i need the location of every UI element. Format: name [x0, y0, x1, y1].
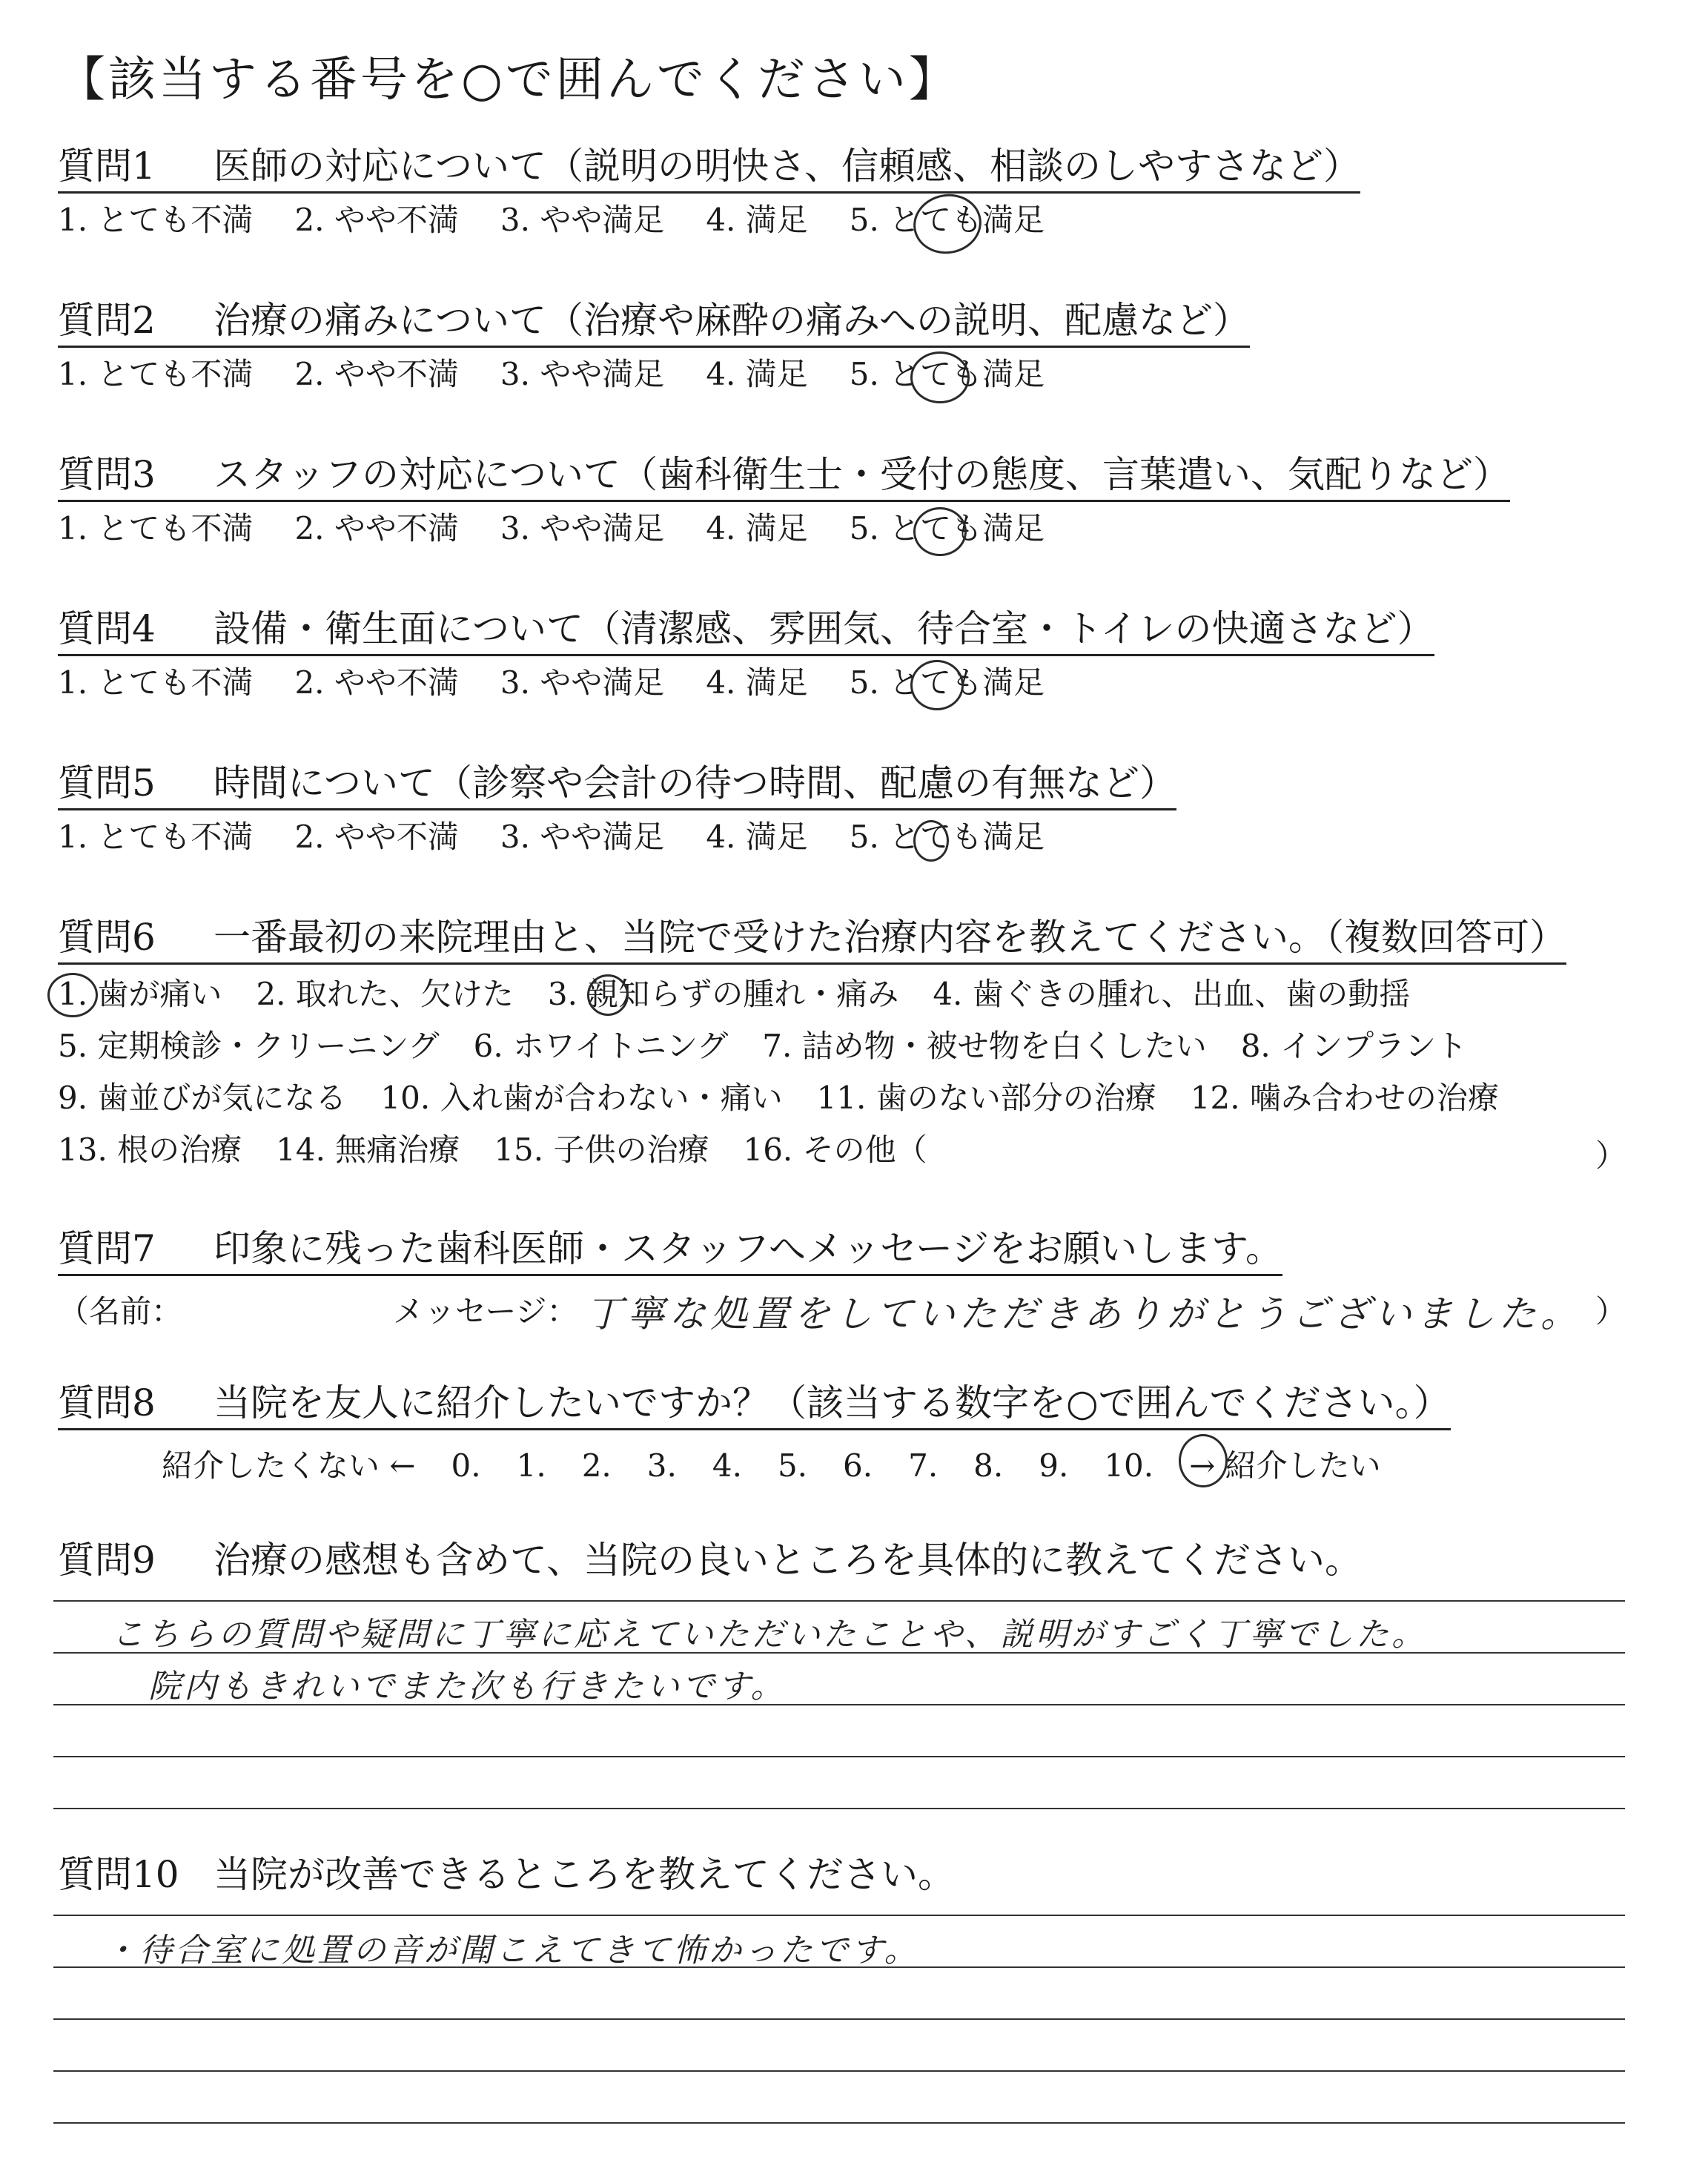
q2-option-1[interactable]: 1. とても不満	[58, 356, 254, 392]
q2-option-2[interactable]: 2. やや不満	[294, 356, 459, 392]
q6-option-16[interactable]: 16. その他（	[743, 1132, 927, 1168]
q9-answer-line-1	[53, 1600, 1625, 1602]
question-8-text: 当院を友人に紹介したいですか？（該当する数字を○で囲んでください。）	[214, 1381, 1451, 1424]
q6-other-close: ）	[1595, 1137, 1626, 1174]
question-2-text: 治療の痛みについて（治療や麻酔の痛みへの説明、配慮など）	[214, 299, 1250, 342]
q3-option-5[interactable]: 5. とても満足	[849, 510, 1045, 546]
question-3-text: スタッフの対応について（歯科衛生士・受付の態度、言葉遣い、気配りなど）	[214, 453, 1510, 496]
q8-option-4[interactable]: 4.	[712, 1447, 742, 1484]
q5-option-4[interactable]: 4. 満足	[706, 819, 808, 855]
question-1-text: 医師の対応について（説明の明快さ、信頼感、相談のしやすさなど）	[214, 145, 1360, 188]
q5-option-3[interactable]: 3. やや満足	[500, 819, 665, 855]
question-5-number: 質問5	[58, 762, 156, 805]
q1-option-2[interactable]: 2. やや不満	[294, 202, 459, 238]
q6-option-3[interactable]: 3. 親知らずの腫れ・痛み	[547, 976, 899, 1012]
question-1-number: 質問1	[58, 145, 156, 188]
question-7-text: 印象に残った歯科医師・スタッフへメッセージをお願いします。	[214, 1227, 1282, 1270]
q6-option-6[interactable]: 6. ホワイトニング	[473, 1028, 729, 1064]
q1-answer-circle	[909, 189, 986, 260]
question-4-heading	[58, 608, 1434, 656]
q6-option-10[interactable]: 10. 入れ歯が合わない・痛い	[380, 1080, 783, 1116]
q7-name-label: （名前：	[58, 1293, 183, 1330]
q1-option-3[interactable]: 3. やや満足	[500, 202, 665, 238]
q6-row-3	[58, 1080, 1533, 1117]
question-7-number: 質問7	[58, 1227, 156, 1270]
q6-option-13[interactable]: 13. 根の治療	[58, 1132, 242, 1168]
q8-answer-circle	[1179, 1434, 1228, 1487]
q4-option-1[interactable]: 1. とても不満	[58, 664, 254, 701]
question-6-heading	[58, 916, 1566, 965]
question-9-text: 治療の感想も含めて、当院の良いところを具体的に教えてください。	[214, 1539, 1362, 1582]
question-4-number: 質問4	[58, 607, 156, 650]
q5-option-5[interactable]: 5. とても満足	[849, 819, 1045, 855]
q6-answer-circle-1	[47, 973, 98, 1017]
q3-option-2[interactable]: 2. やや不満	[294, 510, 459, 546]
q3-answer-circle	[913, 507, 967, 556]
question-3-number: 質問3	[58, 453, 156, 496]
q9-answer-line-4	[53, 1756, 1625, 1757]
q3-option-4[interactable]: 4. 満足	[706, 510, 808, 546]
question-5-text: 時間について（診察や会計の待つ時間、配慮の有無など）	[214, 762, 1176, 805]
q9-answer-line-5	[53, 1808, 1625, 1809]
q1-option-1[interactable]: 1. とても不満	[58, 202, 254, 238]
q4-option-2[interactable]: 2. やや不満	[294, 664, 459, 701]
q8-option-5[interactable]: 5.	[777, 1447, 808, 1484]
q2-option-5[interactable]: 5. とても満足	[849, 356, 1045, 392]
question-7-heading	[58, 1228, 1282, 1276]
q1-option-5[interactable]: 5. とても満足	[849, 202, 1045, 238]
q2-option-4[interactable]: 4. 満足	[706, 356, 808, 392]
q7-close: ）	[1595, 1293, 1626, 1330]
q6-row-2	[58, 1028, 1501, 1065]
q6-row-4	[58, 1132, 961, 1169]
q3-option-1[interactable]: 1. とても不満	[58, 510, 254, 546]
q10-answer-line-1	[53, 1915, 1625, 1916]
q6-row-1	[58, 976, 1444, 1013]
q6-option-11[interactable]: 11. 歯のない部分の治療	[816, 1080, 1156, 1116]
question-6-text: 一番最初の来院理由と、当院で受けた治療内容を教えてください。（複数回答可）	[214, 916, 1566, 959]
q6-option-14[interactable]: 14. 無痛治療	[276, 1132, 460, 1168]
q8-option-6[interactable]: 6.	[843, 1447, 873, 1484]
question-3-heading	[58, 454, 1510, 502]
question-6-number: 質問6	[58, 916, 156, 959]
q6-option-7[interactable]: 7. 詰め物・被せ物を白くしたい	[762, 1028, 1207, 1064]
q8-option-8[interactable]: 8.	[973, 1447, 1004, 1484]
q8-option-7[interactable]: 7.	[908, 1447, 939, 1484]
q8-option-10[interactable]: 10.	[1104, 1447, 1154, 1484]
q9-answer-line-2	[53, 1652, 1625, 1654]
q9-answer-text-1[interactable]: こちらの質問や疑問に丁寧に応えていただいたことや、説明がすごく丁寧でした。	[111, 1616, 1428, 1654]
q10-answer-line-2	[53, 1966, 1625, 1968]
q7-message-label: メッセージ：	[393, 1293, 578, 1330]
question-9-heading	[58, 1539, 1362, 1585]
question-8-heading	[58, 1382, 1451, 1430]
q6-option-1[interactable]: 1. 歯が痛い	[58, 976, 222, 1012]
q10-answer-text-1[interactable]: ・待合室に処置の音が聞こえてきて怖かったです。	[104, 1932, 920, 1969]
q4-option-4[interactable]: 4. 満足	[706, 664, 808, 701]
question-2-number: 質問2	[58, 299, 156, 342]
question-10-heading	[58, 1854, 955, 1900]
q4-answer-circle	[910, 660, 964, 710]
q6-option-8[interactable]: 8. インプラント	[1240, 1028, 1468, 1064]
q8-option-1[interactable]: 1.	[516, 1447, 546, 1484]
q4-option-5[interactable]: 5. とても満足	[849, 664, 1045, 701]
q5-option-1[interactable]: 1. とても不満	[58, 819, 254, 855]
q8-option-0[interactable]: 0.	[451, 1447, 481, 1484]
question-2-heading	[58, 300, 1250, 348]
q6-option-2[interactable]: 2. 取れた、欠けた	[256, 976, 514, 1012]
q6-option-9[interactable]: 9. 歯並びが気になる	[58, 1080, 347, 1116]
q6-option-15[interactable]: 15. 子供の治療	[494, 1132, 709, 1168]
q10-answer-line-3	[53, 2018, 1625, 2020]
q8-scale	[162, 1441, 1417, 1486]
q8-option-3[interactable]: 3.	[646, 1447, 677, 1484]
q5-option-2[interactable]: 2. やや不満	[294, 819, 459, 855]
q1-option-4[interactable]: 4. 満足	[706, 202, 808, 238]
q8-option-2[interactable]: 2.	[581, 1447, 612, 1484]
q6-option-12[interactable]: 12. 噛み合わせの治療	[1190, 1080, 1499, 1116]
q4-option-3[interactable]: 3. やや満足	[500, 664, 665, 701]
q7-message-handwritten[interactable]: 丁寧な処置をしていただきありがとうございました。	[586, 1292, 1582, 1335]
question-10-text: 当院が改善できるところを教えてください。	[214, 1853, 955, 1896]
q6-option-4[interactable]: 4. 歯ぐきの腫れ、出血、歯の動揺	[933, 976, 1411, 1012]
q2-answer-circle	[910, 351, 970, 403]
q8-option-9[interactable]: 9.	[1039, 1447, 1069, 1484]
question-1-heading	[58, 145, 1360, 194]
q6-answer-circle-3	[587, 974, 629, 1016]
q9-answer-line-3	[53, 1704, 1625, 1705]
q9-answer-text-2[interactable]: 院内もきれいでまた次も行きたいです。	[148, 1668, 787, 1705]
q3-option-3[interactable]: 3. やや満足	[500, 510, 665, 546]
question-8-number: 質問8	[58, 1381, 156, 1424]
question-5-heading	[58, 762, 1176, 810]
form-title: 【該当する番号を○で囲んでください】	[58, 53, 959, 108]
q10-answer-line-5	[53, 2122, 1625, 2124]
q2-option-3[interactable]: 3. やや満足	[500, 356, 665, 392]
q10-answer-line-4	[53, 2070, 1625, 2072]
q8-right-label: → 紹介したい	[1189, 1447, 1381, 1484]
q8-left-label: 紹介したくない ←	[162, 1447, 416, 1484]
question-9-number: 質問9	[58, 1539, 156, 1582]
question-10-number: 質問10	[58, 1853, 179, 1896]
q5-answer-circle	[913, 820, 949, 862]
q6-option-5[interactable]: 5. 定期検診・クリーニング	[58, 1028, 440, 1064]
question-4-text: 設備・衛生面について（清潔感、雰囲気、待合室・トイレの快適さなど）	[214, 607, 1434, 650]
